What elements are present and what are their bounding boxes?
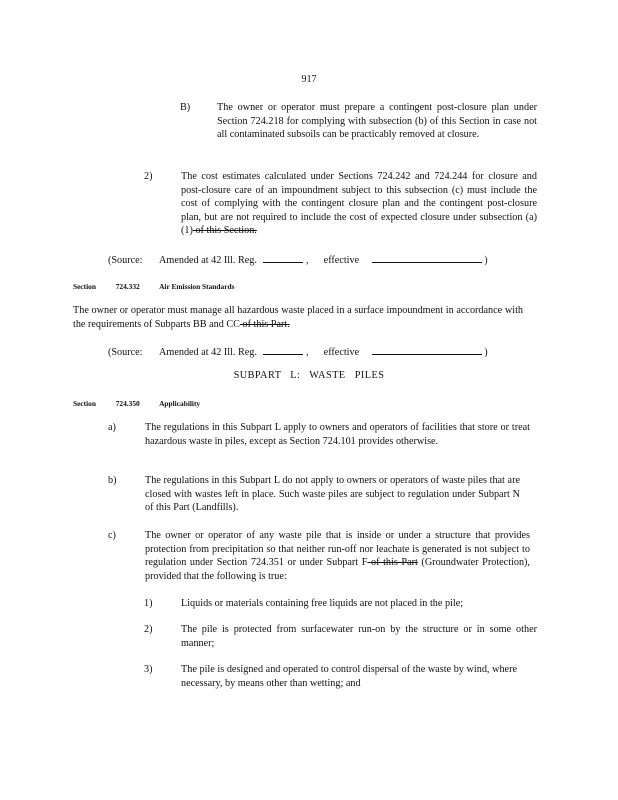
- source-note-1: [108, 252, 488, 268]
- sub-item-1-label: 1): [144, 598, 153, 609]
- source-label: (Source:: [108, 347, 143, 358]
- paragraph-724-332: [73, 304, 523, 331]
- source-amended: Amended at 42 Ill. Reg.: [159, 255, 257, 266]
- source-label: (Source:: [108, 255, 143, 266]
- item-b-label: b): [108, 475, 117, 486]
- source-note-2: [108, 344, 488, 360]
- register-blank: [263, 252, 303, 263]
- item-a: [108, 421, 528, 448]
- item-2-label: 2): [144, 171, 153, 182]
- item-2-text: The cost estimates calculated under Sections 724.242 and 724.244 for closure and post-closure care of an impoundment subject to this subsection (c) must include the cost of complying with the contingent closure plan and the contingent post-closure plan, but are not required to include the cost of expected closure under subsection (a)(1): [181, 171, 537, 237]
- item-c-struck-text: of this Part: [367, 557, 418, 569]
- source-effective: effective: [323, 255, 360, 266]
- item-c-text-after: (Groundwater Protection), provided that the following is true:: [145, 557, 530, 582]
- item-c-paragraph: [145, 529, 530, 583]
- sub-item-1-text: Liquids or materials containing free liquids are not placed in the pile;: [181, 598, 464, 609]
- paragraph-724-332-struck: of this Part.: [239, 318, 290, 330]
- register-blank: [263, 344, 303, 355]
- item-a-label: a): [108, 422, 116, 433]
- source-close: ): [484, 255, 488, 266]
- sub-item-2: [144, 623, 544, 650]
- section-number: 724.332: [115, 282, 140, 291]
- sub-item-1: [144, 597, 544, 611]
- sub-item-3-text: The pile is designed and operated to control dispersal of the waste by wind, where necessary, by means other than wetting; and: [181, 664, 517, 689]
- source-effective: effective: [323, 347, 360, 358]
- section-heading-724-350: [73, 397, 200, 411]
- sub-item-3: [144, 663, 544, 690]
- source-separator: ,: [306, 347, 309, 358]
- item-2-paragraph: [181, 170, 537, 238]
- source-separator: ,: [306, 255, 309, 266]
- section-label: Section: [73, 282, 96, 291]
- item-c-label: c): [108, 530, 116, 541]
- item-B-label: B): [180, 102, 191, 113]
- section-number: 724.350: [115, 399, 140, 408]
- paragraph-724-332-text: The owner or operator must manage all hazardous waste placed in a surface impoundment in accordance with the requirements of Subparts BB and CC: [73, 305, 523, 330]
- section-heading-724-332: [73, 280, 235, 294]
- section-title: Applicability: [159, 399, 201, 408]
- sub-item-2-label: 2): [144, 624, 153, 635]
- source-close: ): [484, 347, 488, 358]
- sub-item-3-label: 3): [144, 664, 153, 675]
- effective-date-blank: [372, 252, 482, 263]
- item-2-struck-text: of this Section.: [192, 225, 257, 237]
- item-b-text: The regulations in this Subpart L do not apply to owners or operators of waste piles that are closed with wastes left in place. Such waste piles are subject to regulation under Subpart N of this Part (Landfills).: [145, 475, 520, 514]
- effective-date-blank: [372, 344, 482, 355]
- item-B-text: The owner or operator must prepare a contingent post-closure plan under Section 724.218 for complying with subsection (b) of this Section in case not all contaminated subsoils can be practicably removed at closure.: [217, 102, 537, 141]
- item-a-text: The regulations in this Subpart L apply to owners and operators of facilities that store or treat hazardous waste in piles, except as Section 724.101 provides otherwise.: [145, 422, 530, 447]
- item-B: [180, 101, 560, 142]
- item-b: [108, 474, 528, 515]
- item-2: [144, 170, 544, 238]
- subpart-title: SUBPART L: WASTE PILES: [233, 370, 385, 381]
- item-c: [108, 529, 528, 583]
- section-title: Air Emission Standards: [159, 282, 235, 291]
- item-c-text-before: The owner or operator of any waste pile that is inside or under a structure that provides protection from precipitation so that neither run-off nor leachate is generated is not subject to regulation under Section 724.351 or under Subpart F: [145, 530, 530, 569]
- source-amended: Amended at 42 Ill. Reg.: [159, 347, 257, 358]
- section-label: Section: [73, 399, 96, 408]
- page-number: 917: [301, 74, 317, 85]
- sub-item-2-text: The pile is protected from surfacewater run-on by the structure or in some other manner;: [181, 624, 537, 649]
